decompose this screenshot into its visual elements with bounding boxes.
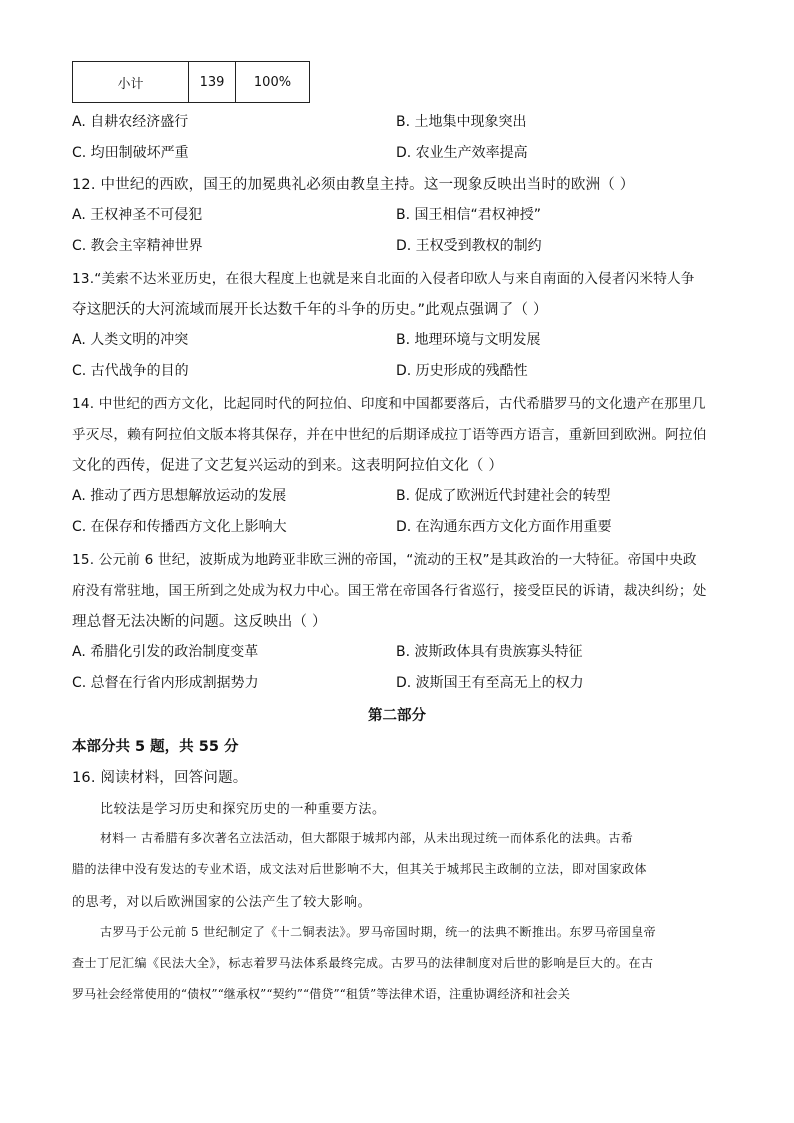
q12-option-b: B. 国王相信“君权神授”: [396, 207, 542, 223]
q11-option-c: C. 均田制破坏严重: [72, 145, 189, 161]
table-row: [73, 62, 310, 103]
q16-material-1-line-3: 的思考，对以后欧洲国家的公法产生了较大影响。: [72, 895, 372, 910]
table-cell-count: 139: [189, 62, 236, 103]
q15-stem-line-2: 府没有常驻地，国王所到之处成为权力中心。国王常在帝国各行省巡行，接受臣民的诉请，裁决纠纷；处: [72, 583, 707, 599]
section-subtitle: 本部分共 5 题，共 55 分: [72, 739, 239, 755]
q15-stem-line-3: 理总督无法决断的问题。这反映出（ ）: [72, 614, 327, 630]
q16-material-1-line-1: 材料一 古希腊有多次著名立法活动，但大都限于城邦内部，从未出现过统一而体系化的法典。古希: [100, 831, 634, 845]
q15-option-a: A. 希腊化引发的政治制度变革: [72, 644, 259, 660]
q12-option-d: D. 王权受到教权的制约: [396, 238, 542, 254]
q14-option-b: B. 促成了欧洲近代封建社会的转型: [396, 488, 611, 504]
q16-material-1-para-2-line-1: 古罗马于公元前 5 世纪制定了《十二铜表法》。罗马帝国时期，统一的法典不断推出。东罗马帝国皇帝: [100, 925, 657, 939]
q16-stem: 16. 阅读材料，回答问题。: [72, 770, 248, 786]
q14-option-a: A. 推动了西方思想解放运动的发展: [72, 488, 287, 504]
statistics-table: [72, 61, 310, 103]
q12-stem: 12. 中世纪的西欧，国王的加冕典礼必须由教皇主持。这一现象反映出当时的欧洲（ ）: [72, 177, 635, 193]
q11-option-a: A. 自耕农经济盛行: [72, 114, 189, 130]
q13-option-b: B. 地理环境与文明发展: [396, 332, 541, 348]
q14-option-d: D. 在沟通东西方文化方面作用重要: [396, 519, 612, 535]
q11-option-d: D. 农业生产效率提高: [396, 145, 528, 161]
q15-option-c: C. 总督在行省内形成割据势力: [72, 675, 259, 691]
q13-option-d: D. 历史形成的残酷性: [396, 363, 528, 379]
table-cell-percent: 100%: [236, 62, 310, 103]
q16-intro: 比较法是学习历史和探究历史的一种重要方法。: [100, 802, 386, 817]
q11-option-b: B. 土地集中现象突出: [396, 114, 527, 130]
q16-material-1-para-2-line-3: 罗马社会经常使用的“债权”“继承权”“契约”“借贷”“租赁”等法律术语，注重协调经济和社会关: [72, 987, 570, 1001]
q13-stem-line-2: 夺这肥沃的大河流域而展开长达数千年的斗争的历史。”此观点强调了（ ）: [72, 302, 548, 318]
q14-stem-line-3: 文化的西传，促进了文艺复兴运动的到来。这表明阿拉伯文化（ ）: [72, 458, 504, 474]
section-title: 第二部分: [368, 708, 426, 724]
q14-option-c: C. 在保存和传播西方文化上影响大: [72, 519, 287, 535]
q16-material-1-line-2: 腊的法律中没有发达的专业术语，成文法对后世影响不大，但其关于城邦民主政制的立法，即对国家政体: [72, 862, 648, 876]
q12-option-c: C. 教会主宰精神世界: [72, 238, 203, 254]
table-cell-label: 小计: [73, 62, 189, 103]
q14-stem-line-2: 乎灭尽，赖有阿拉伯文版本将其保存，并在中世纪的后期译成拉丁语等西方语言，重新回到欧洲。阿拉伯: [72, 427, 707, 443]
q16-material-1-para-2-line-2: 查士丁尼汇编《民法大全》，标志着罗马法体系最终完成。古罗马的法律制度对后世的影响是巨大的。在古: [72, 956, 654, 970]
q15-stem-line-1: 15. 公元前 6 世纪，波斯成为地跨亚非欧三洲的帝国，“流动的王权”是其政治的一大特征。帝国中央政: [72, 552, 697, 568]
q15-option-d: D. 波斯国王有至高无上的权力: [396, 675, 584, 691]
q13-stem-line-1: 13.“美索不达米亚历史，在很大程度上也就是来自北面的入侵者印欧人与来自南面的入侵者闪米特人争: [72, 271, 695, 287]
q12-option-a: A. 王权神圣不可侵犯: [72, 207, 203, 223]
q14-stem-line-1: 14. 中世纪的西方文化，比起同时代的阿拉伯、印度和中国都要落后，古代希腊罗马的文化遗产在那里几: [72, 396, 706, 412]
q13-option-a: A. 人类文明的冲突: [72, 332, 189, 348]
q15-option-b: B. 波斯政体具有贵族寡头特征: [396, 644, 583, 660]
q13-option-c: C. 古代战争的目的: [72, 363, 189, 379]
